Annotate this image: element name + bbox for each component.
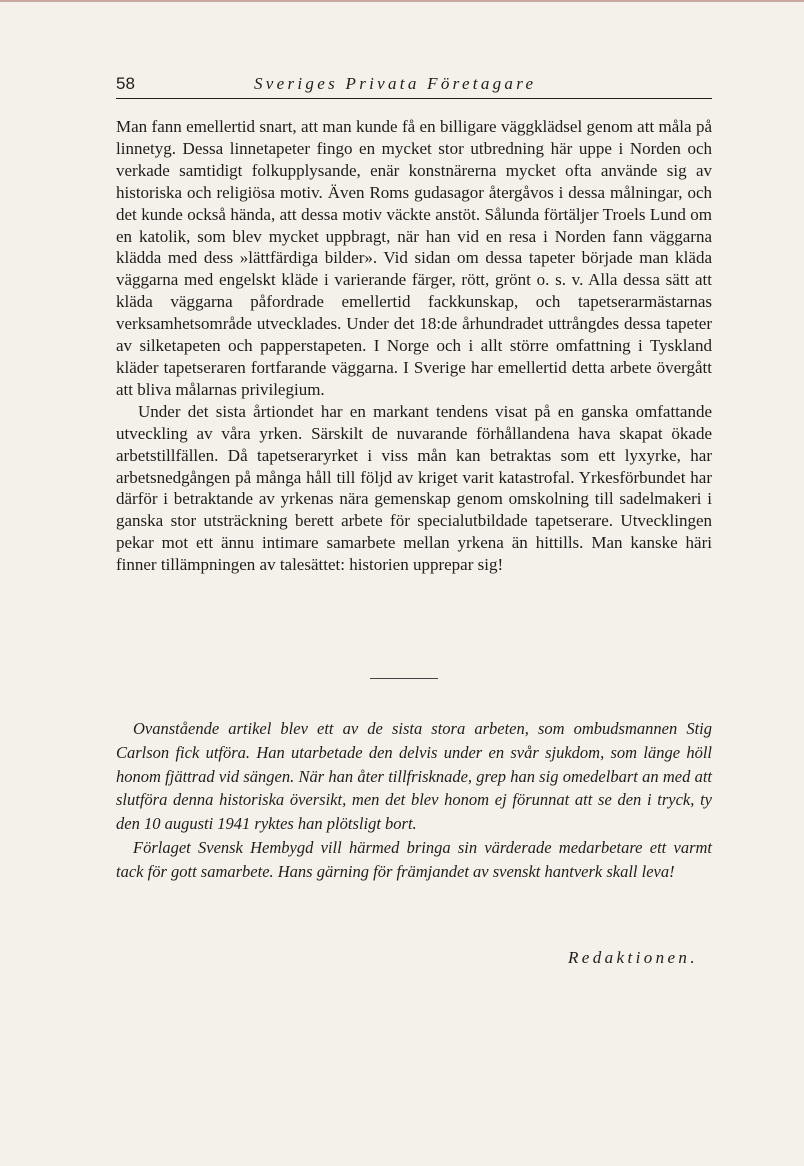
page-header: [116, 74, 712, 99]
article-paragraph-2: Under det sista årtiondet har en markant tendens visat på en ganska omfattande utveckling av våra yrken. Särskilt de nuvarande förhållandena hava skapat ökade arbetstillfällen. Då tapetseraryrket i viss mån kan betraktas som ett lyxyrke, har arbetsnedgången på många håll till följd av kriget varit katastrofal. Yrkesförbundet har därför i betraktande av yrkenas nära gemenskap genom omskolning till sadelmakeri i ganska stor utsträckning berett arbete för specialutbildade tapetserare. Utvecklingen pekar mot ett ännu intimare samarbete mellan yrkena än hittills. Man kanske häri finner tillämpningen av talesättet: historien upprepar sig!: [116, 401, 712, 575]
page-number: 58: [116, 74, 135, 93]
postscript-paragraph-2: Förlaget Svensk Hembygd vill härmed bringa sin värderade medarbetare ett varmt tack för gott samarbete. Hans gärning för främjandet av svenskt hantverk skall leva!: [116, 837, 712, 881]
page-edge-rule: [0, 0, 804, 2]
signature: Redaktionen.: [567, 948, 698, 967]
running-title: Sveriges Privata Företagare: [254, 74, 537, 93]
article-body: [116, 116, 712, 576]
postscript: [116, 717, 712, 884]
postscript-paragraph-1: Ovanstående artikel blev ett av de sista stora arbeten, som ombudsmannen Stig Carlson fick utföra. Han utarbetade den delvis under en svår sjukdom, som länge höll honom fjättrad vid sängen. När han åter tillfrisknade, grep han sig omedelbart an med att slutföra denna historiska översikt, men det blev honom ej förunnat att se den i tryck, ty den 10 augusti 1941 ryktes han plötsligt bort.: [116, 719, 712, 834]
article-paragraph-1: Man fann emellertid snart, att man kunde få en billigare väggklädsel genom att måla på linnetyg. Dessa linnetapeter fingo en mycket stor utbredning här uppe i Norden och verkade samtidigt folkupplysande, enär konstnärerna mycket ofta använde sig av historiska och religiösa motiv. Även Roms gudasagor återgåvos i dessa målningar, och det kunde också hända, att dessa motiv väckte anstöt. Sålunda förtäljer Troels Lund om en katolik, som blev mycket uppbragt, när han vid en resa i Norden fann väggarna klädda med dess »lättfärdiga bilder». Vid sidan om dessa tapeter började man kläda väggarna med engelskt kläde i varierande färger, rött, grönt o. s. v. Alla dessa sätt att kläda väggarna påfordrade emellertid fackkunskap, och tapetserarmästarnas verksamhetsområde utvecklades. Under det 18:de århundradet uttrångdes dessa tapeter av silketapeten och papperstapeten. I Norge och i allt större omfattning i Tyskland kläder tapetseraren fortfarande väggarna. I Sverige har emellertid detta arbete övergått att bliva målarnas privilegium.: [116, 117, 712, 399]
section-divider: [370, 678, 438, 679]
